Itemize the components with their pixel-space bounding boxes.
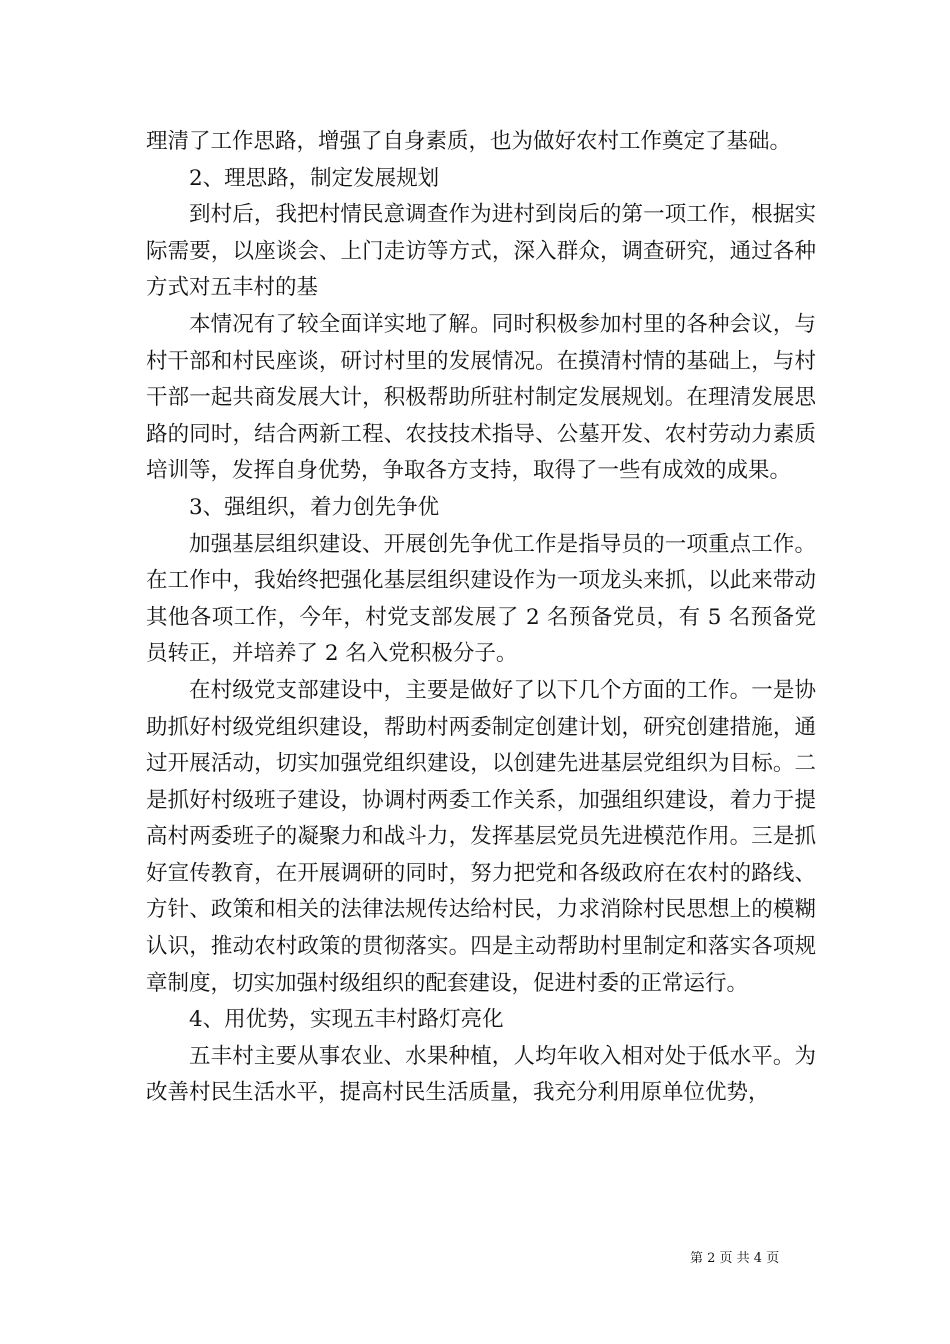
- paragraph-6: 加强基层组织建设、开展创先争优工作是指导员的一项重点工作。在工作中，我始终把强化基层组织建设作为一项龙头来抓，以此来带动其他各项工作，今年，村党支部发展了 2 名预备党员，有 5 名预备党员转正，并培养了 2 名入党积极分子。: [146, 531, 816, 667]
- heading-3-organization: 3、强组织，着力创先争优: [189, 494, 440, 520]
- paragraph-4: 本情况有了较全面详实地了解。同时积极参加村里的各种会议，与村干部和村民座谈，研讨村里的发展情况。在摸清村情的基础上，与村干部一起共商发展大计，积极帮助所驻村制定发展规划。在理清发展思路的同时，结合两新工程、农技技术指导、公墓开发、农村劳动力素质培训等，发挥自身优势，争取各方支持，取得了一些有成效的成果。: [146, 311, 816, 484]
- heading-2-plan: 2、理思路，制定发展规划: [189, 165, 440, 191]
- paragraph-1: 理清了工作思路，增强了自身素质，也为做好农村工作奠定了基础。: [146, 129, 792, 154]
- document-body: [146, 124, 816, 1112]
- paragraph-3: 到村后，我把村情民意调查作为进村到岗后的第一项工作，根据实际需要，以座谈会、上门走访等方式，深入群众，调查研究，通过各种方式对五丰村的基: [146, 202, 816, 301]
- paragraph-9: 五丰村主要从事农业、水果种植，人均年收入相对处于低水平。为改善村民生活水平，提高村民生活质量，我充分利用原单位优势，: [146, 1043, 816, 1106]
- paragraph-7: 在村级党支部建设中，主要是做好了以下几个方面的工作。一是协助抓好村级党组织建设，帮助村两委制定创建计划，研究创建措施，通过开展活动，切实加强党组织建设，以创建先进基层党组织为目标。二是抓好村级班子建设，协调村两委工作关系，加强组织建设，着力于提高村两委班子的凝聚力和战斗力，发挥基层党员先进模范作用。三是抓好宣传教育，在开展调研的同时，努力把党和各级政府在农村的路线、方针、政策和相关的法律法规传达给村民，力求消除村民思想上的模糊认识，推动农村政策的贯彻落实。四是主动帮助村里制定和落实各项规章制度，切实加强村级组织的配套建设，促进村委的正常运行。: [146, 677, 816, 996]
- page-number-footer: 第 2 页 共 4 页: [690, 1251, 780, 1266]
- heading-4-streetlights: 4、用优势，实现五丰村路灯亮化: [189, 1007, 504, 1033]
